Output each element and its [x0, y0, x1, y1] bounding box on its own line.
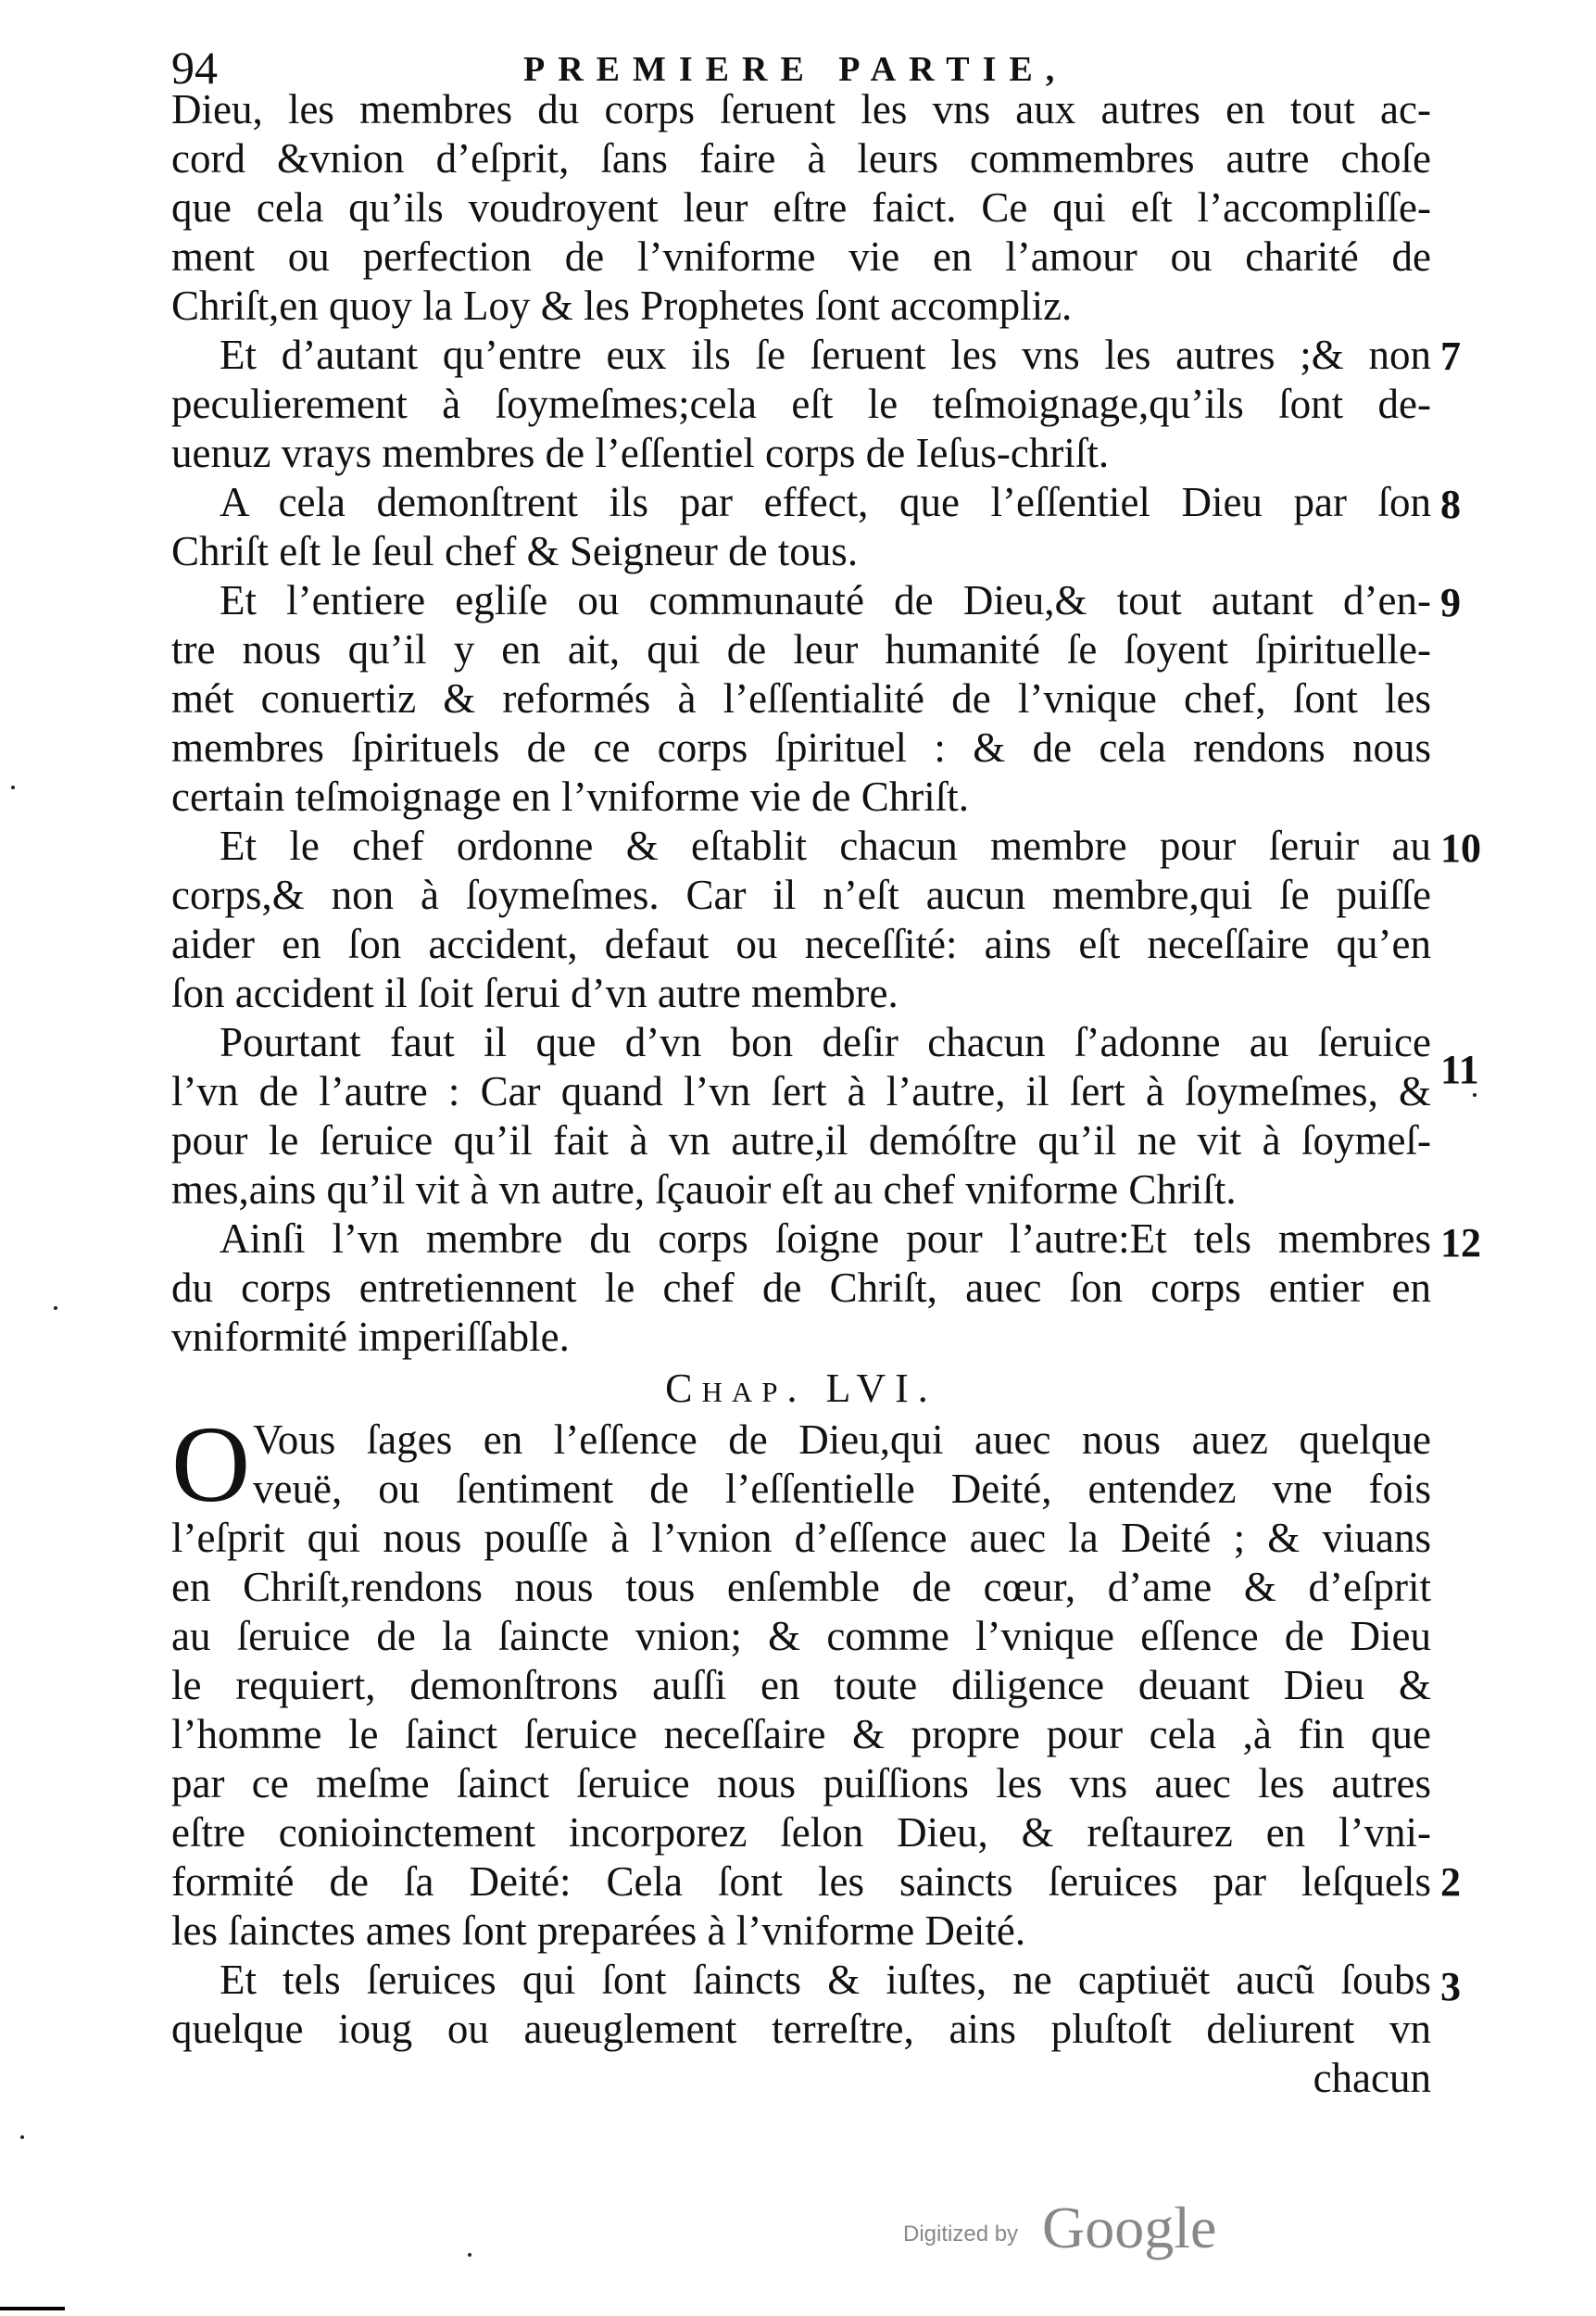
text-line: formité de ſa Deité: Cela ſont les saincts ſeruices par leſquels [171, 1858, 1431, 1905]
digitization-watermark [903, 2196, 1237, 2260]
text-line: Et tels ſeruices qui ſont ſaincts & iuſtes, ne captiuët aucũ ſoubs [220, 1957, 1431, 2003]
text-line: l’homme le ſainct ſeruice neceſſaire & propre pour cela ,à fin que [171, 1711, 1431, 1757]
text-line: Ainſi l’vn membre du corps ſoigne pour l’autre:Et tels membres [220, 1215, 1431, 1262]
text-line: que cela qu’ils voudroyent leur eſtre faict. Ce qui eſt l’accompliſſe- [171, 184, 1431, 231]
text-line: l’vn de l’autre : Car quand l’vn ſert à l’autre, il ſert à ſoymeſmes, & [171, 1068, 1431, 1114]
text-line: A cela demonſtrent ils par effect, que l’eſſentiel Dieu par ſon [220, 479, 1431, 525]
text-line: par ce meſme ſainct ſeruice nous puiſſions les vns auec les autres [171, 1760, 1431, 1806]
text-line: cord &vnion d’eſprit, ſans faire à leurs commembres autre choſe [171, 135, 1431, 182]
text-line: eſtre conioinctement incorporez ſelon Dieu, & reſtaurez en l’vni- [171, 1809, 1431, 1856]
page-number: 94 [171, 42, 218, 94]
scan-speck [468, 2253, 471, 2257]
text-line: ſon accident il ſoit ſerui d’vn autre membre. [171, 970, 899, 1016]
scan-speck [1473, 1093, 1477, 1097]
verse-number: 2 [1440, 1859, 1461, 1905]
text-line: pour le ſeruice qu’il fait à vn autre,il demóſtre qu’il ne vit à ſoymeſ- [171, 1117, 1431, 1164]
text-line: membres ſpirituels de ce corps ſpirituel : & de cela rendons nous [171, 724, 1431, 771]
text-line: Pourtant faut il que d’vn bon deſir chacun ſ’adonne au ſeruice [220, 1019, 1431, 1065]
scan-edge [0, 2307, 65, 2310]
text-line: corps,& non à ſoymeſmes. Car il n’eſt aucun membre,qui ſe puiſſe [171, 872, 1431, 918]
text-line: Et le chef ordonne & eſtablit chacun membre pour ſeruir au [220, 823, 1431, 869]
chapter-opening [171, 1403, 1431, 1525]
verse-number: 8 [1440, 482, 1461, 527]
verse-number: 3 [1440, 1964, 1461, 2009]
running-title: PREMIERE PARTIE, [523, 50, 1068, 89]
catchword: chacun [1313, 2055, 1431, 2101]
text-line: Chriſt,en quoy la Loy & les Prophetes ſont accompliz. [171, 283, 1073, 329]
verse-number: 11 [1440, 1047, 1479, 1092]
text-line: l’eſprit qui nous pouſſe à l’vnion d’eſſence auec la Deité ; & viuans [171, 1515, 1431, 1561]
scan-speck [54, 1306, 57, 1310]
text-line: quelque ioug ou aueuglement terreſtre, ains pluſtoſt deliurent vn [171, 2006, 1431, 2052]
text-line: au ſeruice de la ſaincte vnion; & comme l’vnique eſſence de Dieu [171, 1613, 1431, 1659]
watermark-logo: Google [1042, 2195, 1217, 2260]
verse-number: 12 [1440, 1220, 1481, 1265]
text-line: mes,ains qu’il vit à vn autre, ſçauoir eſt au chef vniforme Chriſt. [171, 1166, 1237, 1213]
text-line: en Chriſt,rendons nous tous enſemble de cœur, d’ame & d’eſprit [171, 1564, 1431, 1610]
text-line: vniformité imperiſſable. [171, 1314, 570, 1360]
watermark-prefix: Digitized by [903, 2222, 1019, 2247]
text-line: uenuz vrays membres de l’eſſentiel corps de Ieſus-chriſt. [171, 430, 1110, 476]
text-line: certain teſmoignage en l’vniforme vie de Chriſt. [171, 774, 969, 820]
text-line: veuë, ou ſentiment de l’eſſentielle Deité, entendez vne fois [253, 1466, 1431, 1512]
text-line: les ſainctes ames ſont preparées à l’vniforme Deité. [171, 1907, 1026, 1954]
scan-speck [11, 786, 15, 789]
text-line: aider en ſon accident, defaut ou neceſſité: ains eſt neceſſaire qu’en [171, 921, 1431, 967]
verse-number: 10 [1440, 825, 1481, 871]
drop-cap: O [171, 1403, 251, 1525]
text-line: tre nous qu’il y en ait, qui de leur humanité ſe ſoyent ſpirituelle- [171, 626, 1431, 673]
body-text [171, 85, 1431, 2103]
verse-number: 9 [1440, 580, 1461, 625]
text-line: le requiert, demonſtrons auſſi en toute diligence deuant Dieu & [171, 1662, 1431, 1708]
text-line: Chriſt eſt le ſeul chef & Seigneur de tous. [171, 528, 859, 574]
text-line: peculierement à ſoymeſmes;cela eſt le teſmoignage,qu’ils ſont de- [171, 381, 1431, 427]
text-line: Dieu, les membres du corps ſeruent les vns aux autres en tout ac- [171, 86, 1431, 132]
text-line: Et l’entiere egliſe ou communauté de Dieu,& tout autant d’en- [220, 577, 1431, 623]
text-line: du corps entretiennent le chef de Chriſt, auec ſon corps entier en [171, 1265, 1431, 1311]
text-line: ment ou perfection de l’vniforme vie en l’amour ou charité de [171, 233, 1431, 280]
text-line: Et d’autant qu’entre eux ils ſe ſeruent les vns les autres ;& non [220, 332, 1431, 378]
scan-speck [20, 2135, 24, 2139]
chapter-heading: Chap. LVI. [665, 1366, 937, 1411]
verse-number: 7 [1440, 334, 1461, 379]
text-line: mét conuertiz & reformés à l’eſſentialité de l’vnique chef, ſont les [171, 675, 1431, 722]
text-line: Vous ſages en l’eſſence de Dieu,qui auec nous auez quelque [253, 1416, 1431, 1463]
